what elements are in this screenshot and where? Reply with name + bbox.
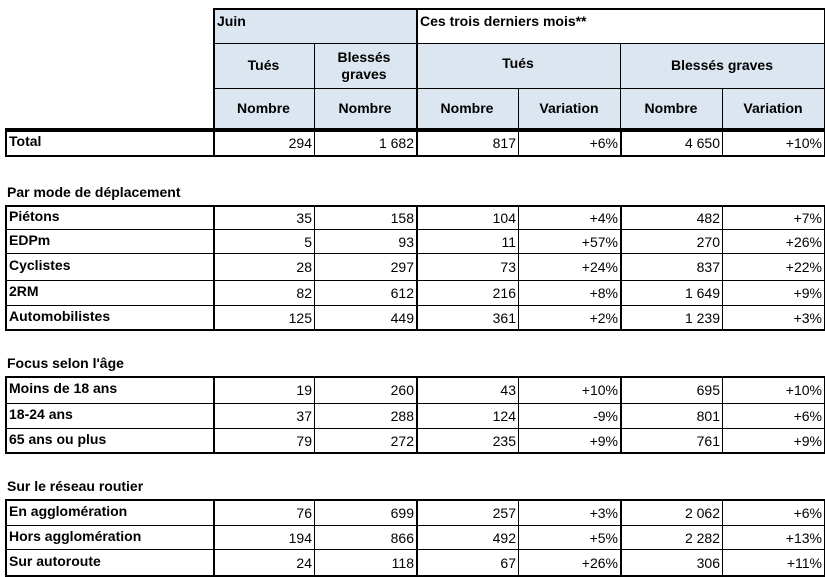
data-cell: +3% — [518, 499, 620, 525]
row-label: Cyclistes — [5, 253, 213, 280]
header-blesses-graves: Blessés graves — [326, 43, 402, 88]
data-cell: +6% — [722, 499, 824, 525]
grid-line — [213, 376, 215, 453]
data-cell: 235 — [416, 428, 518, 452]
data-cell: 82 — [213, 280, 314, 305]
data-cell: 260 — [314, 376, 416, 403]
grid-line — [722, 88, 723, 129]
grid-line — [314, 130, 315, 156]
header-trois-mois: Ces trois derniers mois** — [420, 13, 720, 37]
data-cell: 297 — [314, 253, 416, 280]
header-variation: Variation — [722, 88, 824, 128]
grid-line — [518, 499, 519, 576]
data-cell: 11 — [416, 229, 518, 253]
header-nombre: Nombre — [314, 88, 416, 128]
grid-line — [314, 43, 315, 129]
grid-line — [5, 130, 7, 156]
row-label: Piétons — [5, 205, 213, 229]
data-cell: 361 — [416, 305, 518, 329]
data-cell: +9% — [722, 428, 824, 452]
data-cell: 761 — [620, 428, 722, 452]
data-cell: 93 — [314, 229, 416, 253]
data-cell: 288 — [314, 403, 416, 428]
section-title: Focus selon l'âge — [7, 355, 307, 375]
header-tues: Tués — [213, 43, 314, 88]
data-cell: 67 — [416, 549, 518, 575]
data-cell: 104 — [416, 205, 518, 229]
data-cell: 612 — [314, 280, 416, 305]
data-cell: +24% — [518, 253, 620, 280]
grid-line — [518, 376, 519, 453]
data-cell: 24 — [213, 549, 314, 575]
data-cell: 1 682 — [314, 130, 416, 155]
header-nombre: Nombre — [620, 88, 722, 128]
section-title: Par mode de déplacement — [7, 184, 307, 204]
grid-line — [518, 88, 519, 129]
grid-line — [416, 130, 418, 156]
data-cell: 194 — [213, 525, 314, 549]
grid-line — [416, 499, 418, 576]
data-cell: 270 — [620, 229, 722, 253]
data-cell: +8% — [518, 280, 620, 305]
grid-line — [620, 376, 622, 453]
data-cell: +3% — [722, 305, 824, 329]
data-cell: 257 — [416, 499, 518, 525]
header-nombre: Nombre — [213, 88, 314, 128]
grid-line — [314, 205, 315, 330]
data-cell: 79 — [213, 428, 314, 452]
section-title: Sur le réseau routier — [7, 478, 307, 498]
data-cell: 216 — [416, 280, 518, 305]
grid-line — [620, 499, 622, 576]
data-cell: 158 — [314, 205, 416, 229]
data-cell: 43 — [416, 376, 518, 403]
data-cell: 4 650 — [620, 130, 722, 155]
data-cell: +22% — [722, 253, 824, 280]
row-label: Hors agglomération — [5, 525, 213, 549]
grid-line — [620, 43, 621, 129]
data-cell: 76 — [213, 499, 314, 525]
row-label: 2RM — [5, 280, 213, 305]
grid-line — [722, 499, 723, 576]
row-label: Automobilistes — [5, 305, 213, 329]
grid-line — [213, 43, 825, 44]
data-cell: 124 — [416, 403, 518, 428]
data-cell: 801 — [620, 403, 722, 428]
grid-line — [722, 130, 723, 156]
data-cell: 695 — [620, 376, 722, 403]
grid-line — [620, 205, 622, 330]
data-cell: +10% — [722, 130, 824, 155]
grid-line — [722, 205, 723, 330]
data-cell: 306 — [620, 549, 722, 575]
data-cell: 866 — [314, 525, 416, 549]
data-cell: 482 — [620, 205, 722, 229]
data-cell: +26% — [518, 549, 620, 575]
data-cell: -9% — [518, 403, 620, 428]
data-cell: 2 062 — [620, 499, 722, 525]
header-juin: Juin — [217, 13, 307, 37]
data-cell: 1 239 — [620, 305, 722, 329]
data-cell: 37 — [213, 403, 314, 428]
grid-line — [213, 88, 825, 89]
grid-line — [722, 376, 723, 453]
data-cell: +9% — [722, 280, 824, 305]
header-blesses-graves-trois-mois: Blessés graves — [620, 43, 824, 88]
data-cell: +7% — [722, 205, 824, 229]
data-cell: +6% — [722, 403, 824, 428]
data-cell: 817 — [416, 130, 518, 155]
data-cell: +6% — [518, 130, 620, 155]
grid-line — [314, 499, 315, 576]
data-cell: +13% — [722, 525, 824, 549]
grid-line — [518, 205, 519, 330]
header-tues-trois-mois: Tués — [416, 43, 620, 83]
data-cell: +26% — [722, 229, 824, 253]
grid-line — [5, 499, 7, 576]
data-cell: +2% — [518, 305, 620, 329]
data-cell: +57% — [518, 229, 620, 253]
data-cell: +5% — [518, 525, 620, 549]
row-label: Sur autoroute — [5, 549, 213, 575]
data-cell: 492 — [416, 525, 518, 549]
row-label: En agglomération — [5, 499, 213, 525]
grid-line — [620, 130, 622, 156]
row-label: 65 ans ou plus — [5, 428, 213, 452]
row-label: Total — [5, 130, 213, 155]
data-cell: 2 282 — [620, 525, 722, 549]
data-cell: 125 — [213, 305, 314, 329]
data-cell: +10% — [722, 376, 824, 403]
grid-line — [314, 376, 315, 453]
data-cell: 35 — [213, 205, 314, 229]
grid-line — [5, 376, 7, 453]
grid-line — [5, 205, 7, 330]
grid-line — [213, 130, 215, 156]
grid-line — [416, 8, 418, 129]
data-cell: 73 — [416, 253, 518, 280]
data-cell: 5 — [213, 229, 314, 253]
row-label: 18-24 ans — [5, 403, 213, 428]
header-nombre: Nombre — [416, 88, 518, 128]
data-cell: +9% — [518, 428, 620, 452]
data-cell: 837 — [620, 253, 722, 280]
data-cell: 118 — [314, 549, 416, 575]
row-label: EDPm — [5, 229, 213, 253]
grid-line — [213, 499, 215, 576]
data-cell: 1 649 — [620, 280, 722, 305]
data-cell: 699 — [314, 499, 416, 525]
grid-line — [416, 205, 418, 330]
data-cell: 19 — [213, 376, 314, 403]
grid-line — [213, 8, 215, 129]
grid-line — [213, 8, 825, 10]
data-cell: 28 — [213, 253, 314, 280]
data-cell: 272 — [314, 428, 416, 452]
data-cell: +10% — [518, 376, 620, 403]
grid-line — [416, 376, 418, 453]
data-cell: +11% — [722, 549, 824, 575]
data-cell: 294 — [213, 130, 314, 155]
grid-line — [213, 205, 215, 330]
data-cell: 449 — [314, 305, 416, 329]
data-cell: +4% — [518, 205, 620, 229]
grid-line — [518, 130, 519, 156]
header-variation: Variation — [518, 88, 620, 128]
row-label: Moins de 18 ans — [5, 376, 213, 403]
